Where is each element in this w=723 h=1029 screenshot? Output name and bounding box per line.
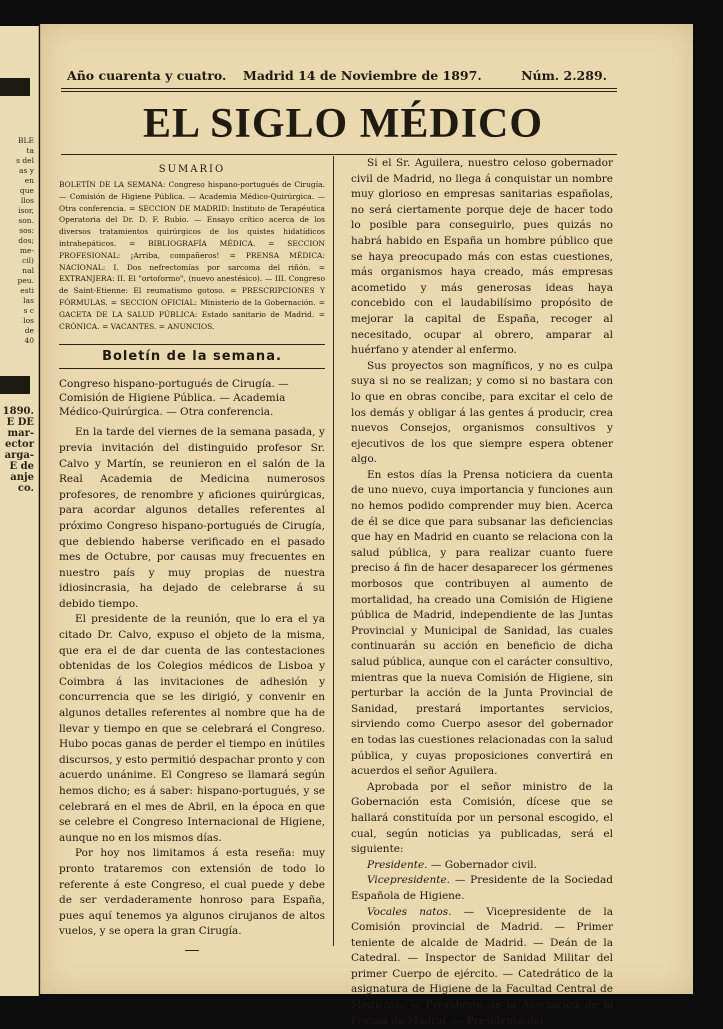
adjacent-page-fragment: que — [0, 186, 34, 196]
list-role: Vocales natos. — [367, 906, 452, 918]
commission-list — [351, 858, 613, 1029]
paragraph: En estos días la Prensa noticiera da cuenta de uno nuevo, cuya importancia y funciones aun no hemos podido comprender muy bien. Acerca de él se dice que para subsanar las deficiencias que hay en Madrid en cuanto se relaciona con la salud pública, y para realizar cuanto fuere preciso á fin de hacer desaparecer los gérmenes morbosos que contribuyen al aumento de mortalidad, ha creado una Comisión de Higiene pública de Madrid, independiente de las Juntas Provincial y Municipal de Sanidad, las cuales continuarán su acción en beneficio de dicha salud pública, aunque con el carácter consultivo, mientras que la nueva Comisión de Higiene, sin perturbar la acción de la Junta Provincial de Sanidad, prestará importantes servicios, sirviendo como Cuerpo asesor del gobernador en todas las cuestiones relacionadas con la salud pública, y cuyas proposiciones convertirá en acuerdos el señor Aguilera. — [351, 468, 613, 780]
list-item — [351, 858, 613, 874]
boletin-subhead: Congreso hispano-portugués de Cirugía. — Comisión de Higiene Pública. — Academia Médico-Quirúrgica. — Otra conferencia. — [59, 377, 325, 419]
adjacent-page-fragment: arga- — [0, 450, 34, 461]
adjacent-page-fragment: las — [0, 296, 34, 306]
adjacent-page-fragment: cil) — [0, 256, 34, 266]
header-rule — [61, 91, 617, 92]
adjacent-page-fragment: 40 — [0, 336, 34, 346]
adjacent-page-fragment: ector — [0, 439, 34, 450]
sumario-text: BOLETÍN DE LA SEMANA: Congreso hispano-portugués de Cirugía. — Comisión de Higiene Pública. — Academia Médico-Quirúrgica. — Otra conferencia. = SECCION DE MADRID: Instituto de Terapéutica Operatoria del Dr. D. F. Rubio. — Ensayo crítico acerca de los diversos tratamientos quirúrgicos de los quistes hidatídicos intrahepáticos. = BIBLIOGRAFÍA MÉDICA. = SECCION PROFESIONAL: ¡Arriba, compañeros! = PRENSA MÉDICA: NACIONAL: I. Dos nefrectomías por sarcoma del riñón. = EXTRANJERA: II. El "ortoformo", (nuevo anestésico). — III. Congreso de Saint-Etienne: El reumatismo gotoso. = PRESCRIPCIONES Y FÓRMULAS. = SECCION OFICIAL: Ministerio de la Gobernación. = GACETA DE LA SALUD PÚBLICA: Estado sanitario de Madrid. = CRÓNICA. = VACANTES. = ANUNCIOS. — [59, 179, 325, 332]
list-role: Vicepresidente. — [367, 874, 450, 886]
section-end-mark — [185, 950, 199, 951]
boletin-body — [59, 425, 325, 940]
list-item — [351, 873, 613, 904]
newspaper-page — [40, 24, 693, 994]
list-text: — Gobernador civil. — [428, 859, 538, 871]
right-column — [351, 156, 613, 1029]
adjacent-page-fragments — [0, 136, 38, 494]
adjacent-page-fragment: esti — [0, 286, 34, 296]
adjacent-page-fragment: los — [0, 316, 34, 326]
adjacent-page-fragment: son. — [0, 216, 34, 226]
adjacent-page-fragment: E de — [0, 461, 34, 472]
list-text: — Vicepresidente de la Comisión provincial de Madrid. — Primer teniente de alcalde de Madrid. — Deán de la Catedral. — Inspector de Sanidad Militar del primer Cuerpo de ejército. — Catedrático de la asignatura de Higiene de la Facultad Central de Medicina. — Presidente de la Asociación de la Prensa de Madrid. — Presidente del — [351, 906, 613, 1027]
paragraph: Aprobada por el señor ministro de la Gobernación esta Comisión, dícese que se hallará constituída por un personal escogido, el cual, según noticias ya publicadas, será el siguiente: — [351, 780, 613, 858]
adjacent-page-fragment: sos: — [0, 226, 34, 236]
adjacent-page-fragment: mar- — [0, 428, 34, 439]
adjacent-page-fragment: peu. — [0, 276, 34, 286]
adjacent-page-fragment: co. — [0, 483, 34, 494]
adjacent-page-fragment: 1890. — [0, 406, 34, 417]
adjacent-page-ornament — [0, 376, 30, 394]
adjacent-page-fragment: isor, — [0, 206, 34, 216]
adjacent-page-fragment: s c — [0, 306, 34, 316]
list-text: — Presidente de la Sociedad Española de Higiene. — [351, 874, 613, 902]
left-column — [59, 164, 325, 951]
masthead-date: Madrid 14 de Noviembre de 1897. — [243, 68, 482, 83]
paragraph: Por hoy nos limitamos á esta reseña: muy pronto trataremos con extensión de todo lo referente á este Congreso, el cual puede y debe de ser verdaderamente honroso para España, pues aquí tenemos ya algunos cirujanos de altos vuelos, y se opera la gran Cirugía. — [59, 846, 325, 940]
header-rule — [61, 88, 617, 89]
adjacent-page-fragment: as y — [0, 166, 34, 176]
column-divider — [333, 156, 334, 946]
masthead-year: Año cuarenta y cuatro. — [67, 68, 226, 83]
adjacent-page-fragment: nal — [0, 266, 34, 276]
masthead-info — [67, 68, 607, 86]
adjacent-page-fragment: E DE — [0, 417, 34, 428]
masthead-number: Núm. 2.289. — [521, 68, 607, 83]
adjacent-page-fragment: de — [0, 326, 34, 336]
adjacent-page-fragment: llos — [0, 196, 34, 206]
paragraph: Si el Sr. Aguilera, nuestro celoso gobernador civil de Madrid, no llega á conquistar un nombre muy glorioso en empresas sanitarias españolas, no será ciertamente porque deje de hacer todo lo posible para conseguirlo, pues quizás no habrá habido en España un hombre público que se haya preocupado más con estas cuestiones, más organismos haya creado, más empresas acometido y más generosas ideas haya concebido con el laudabilísimo propósito de mejorar la capital de España, recoger al necesitado, ocupar al obrero, amparar al huérfano y atender al enfermo. — [351, 156, 613, 359]
title-rule — [61, 154, 617, 155]
adjacent-page-fragment: en — [0, 176, 34, 186]
list-role: Presidente. — [367, 859, 428, 871]
paragraph: En la tarde del viernes de la semana pasada, y previa invitación del distinguido profesor Sr. Calvo y Martín, se reunieron en el salón de la Real Academia de Medicina numerosos profesores, de renombre y aficiones quirúrgicas, para acordar algunos detalles referentes al próximo Congreso hispano-portugués de Cirugía, que debiendo haberse verificado en el pasado mes de Octubre, por causas muy frecuentes en nuestro país y muy propias de nuestra idiosincrasia, ha dejado de celebrarse á su debido tiempo. — [59, 425, 325, 612]
adjacent-page-ornament — [0, 78, 30, 96]
paragraph: Sus proyectos son magníficos, y no es culpa suya si no se realizan; y como si no bastara con lo que en obras concibe, para excitar el celo de los demás y obligar á las gentes á producir, crea nuevos Consejos, organismos consultivos y ejecutivos de los que siempre espera obtener algo. — [351, 359, 613, 468]
adjacent-page-fragment: BLE — [0, 136, 34, 146]
boletin-title: Boletín de la semana. — [59, 349, 325, 364]
adjacent-page-fragment: s del — [0, 156, 34, 166]
adjacent-page-fragment: anje — [0, 472, 34, 483]
paragraph: El presidente de la reunión, que lo era el ya citado Dr. Calvo, expuso el objeto de la misma, que era el de dar cuenta de las contestaciones obtenidas de los Colegios médicos de Lisboa y Coimbra á las invitaciones de adhesión y concurrencia que se les dirigió, y convenir en algunos detalles referentes al nombre que ha de llevar y tiempo en que se celebrará el Congreso. Hubo pocas ganas de perder el tiempo en inútiles discursos, y esto permitió despachar pronto y con acuerdo unánime. El Congreso se llamará según hemos dicho; es á saber: hispano-portugués, y se celebrará en el mes de Abril, en la época en que se celebre el Congreso Internacional de Higiene, aunque no en los mismos días. — [59, 612, 325, 846]
boletin-heading-box — [59, 344, 325, 369]
newspaper-title: EL SIGLO MÉDICO — [41, 100, 645, 148]
list-item — [351, 905, 613, 1029]
adjacent-page-fragment: dos; — [0, 236, 34, 246]
adjacent-page-edge — [0, 26, 39, 996]
adjacent-page-fragment: me- — [0, 246, 34, 256]
adjacent-page-fragment: ta — [0, 146, 34, 156]
sumario-title: SUMARIO — [59, 164, 325, 175]
